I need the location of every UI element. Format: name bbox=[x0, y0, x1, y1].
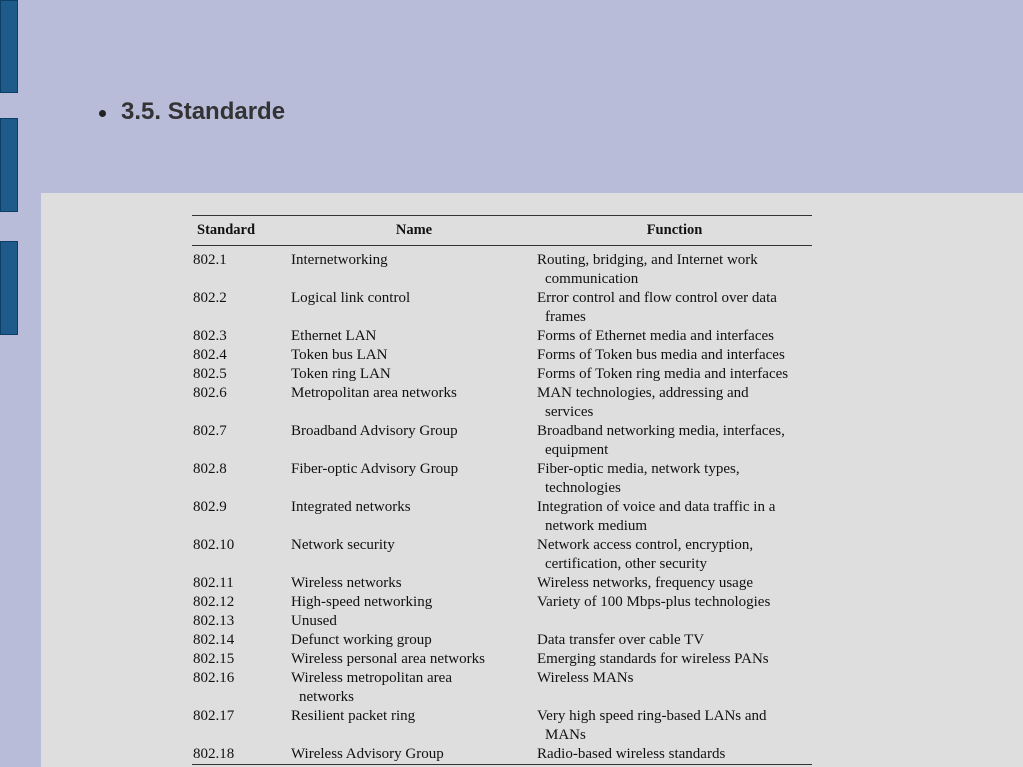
column-header-function: Function bbox=[537, 216, 812, 246]
cell-function bbox=[537, 327, 812, 346]
table-row bbox=[192, 289, 812, 327]
cell-standard: 802.14 bbox=[193, 632, 235, 648]
cell-function-line: Radio-based wireless standards bbox=[537, 746, 726, 762]
table-row bbox=[192, 498, 812, 536]
cell-function bbox=[537, 745, 812, 765]
cell-function bbox=[537, 346, 812, 365]
cell-function-line: Forms of Token ring media and interfaces bbox=[537, 366, 789, 382]
slide-title-text: 3.5. Standarde bbox=[121, 98, 286, 125]
cell-name-line: Wireless metropolitan area bbox=[291, 670, 452, 686]
cell-standard: 802.17 bbox=[193, 708, 235, 724]
cell-function-line: Error control and flow control over data bbox=[537, 290, 777, 306]
cell-name bbox=[291, 289, 537, 327]
cell-name-line: Integrated networks bbox=[291, 499, 411, 515]
cell-function-line: Emerging standards for wireless PANs bbox=[537, 651, 769, 667]
cell-name-line: Broadband Advisory Group bbox=[291, 423, 458, 439]
cell-standard: 802.12 bbox=[193, 594, 235, 610]
cell-function-line: Fiber-optic media, network types, bbox=[537, 461, 740, 477]
table-row bbox=[192, 574, 812, 593]
cell-function-line: services bbox=[545, 404, 594, 420]
table-row bbox=[192, 707, 812, 745]
cell-name bbox=[291, 650, 537, 669]
cell-function bbox=[537, 289, 812, 327]
cell-standard: 802.15 bbox=[193, 651, 235, 667]
cell-function-line: Forms of Ethernet media and interfaces bbox=[537, 328, 774, 344]
table-row bbox=[192, 536, 812, 574]
cell-function-line: MANs bbox=[545, 727, 586, 743]
cell-name-line: Unused bbox=[291, 613, 337, 629]
slide-title bbox=[99, 98, 285, 126]
cell-function bbox=[537, 422, 812, 460]
column-header-standard: Standard bbox=[192, 216, 291, 246]
cell-name-line: Wireless Advisory Group bbox=[291, 746, 444, 762]
table-row bbox=[192, 612, 812, 631]
cell-standard: 802.7 bbox=[193, 423, 227, 439]
cell-standard: 802.4 bbox=[193, 347, 227, 363]
table-row bbox=[192, 745, 812, 765]
table-row bbox=[192, 384, 812, 422]
cell-name-line: High-speed networking bbox=[291, 594, 433, 610]
cell-standard: 802.13 bbox=[193, 613, 235, 629]
cell-name bbox=[291, 422, 537, 460]
cell-name-line: Resilient packet ring bbox=[291, 708, 416, 724]
cell-standard: 802.16 bbox=[193, 670, 235, 686]
cell-name bbox=[291, 384, 537, 422]
column-header-name: Name bbox=[291, 216, 537, 246]
cell-name bbox=[291, 574, 537, 593]
cell-function-line: Network access control, encryption, bbox=[537, 537, 754, 553]
cell-function bbox=[537, 246, 812, 290]
cell-name bbox=[291, 631, 537, 650]
cell-function bbox=[537, 384, 812, 422]
cell-name bbox=[291, 460, 537, 498]
cell-standard: 802.10 bbox=[193, 537, 235, 553]
cell-function bbox=[537, 365, 812, 384]
cell-name-line: Metropolitan area networks bbox=[291, 385, 457, 401]
cell-function-line: network medium bbox=[545, 518, 648, 534]
table-header-row bbox=[192, 216, 812, 246]
cell-function bbox=[537, 669, 812, 707]
bullet-dot-icon bbox=[99, 110, 106, 117]
cell-standard: 802.6 bbox=[193, 385, 227, 401]
cell-standard: 802.11 bbox=[193, 575, 234, 591]
table-row bbox=[192, 650, 812, 669]
cell-name bbox=[291, 707, 537, 745]
cell-function-line: communication bbox=[545, 271, 639, 287]
cell-standard: 802.9 bbox=[193, 499, 227, 515]
cell-name bbox=[291, 536, 537, 574]
cell-function-line: Variety of 100 Mbps-plus technologies bbox=[537, 594, 771, 610]
cell-name bbox=[291, 593, 537, 612]
cell-name bbox=[291, 669, 537, 707]
cell-name-line: networks bbox=[299, 689, 354, 705]
cell-standard: 802.1 bbox=[193, 252, 227, 268]
cell-name bbox=[291, 327, 537, 346]
table-row bbox=[192, 346, 812, 365]
cell-name-line: Logical link control bbox=[291, 290, 411, 306]
cell-function-line: Routing, bridging, and Internet work bbox=[537, 252, 758, 268]
side-decoration-bar bbox=[0, 241, 18, 335]
cell-name bbox=[291, 246, 537, 290]
table-row bbox=[192, 422, 812, 460]
table-row bbox=[192, 246, 812, 290]
cell-function-line: MAN technologies, addressing and bbox=[537, 385, 749, 401]
cell-name-line: Wireless personal area networks bbox=[291, 651, 485, 667]
cell-function-line: Very high speed ring-based LANs and bbox=[537, 708, 767, 724]
cell-function-line: Forms of Token bus media and interfaces bbox=[537, 347, 785, 363]
side-decoration-bar bbox=[0, 118, 18, 212]
cell-function-line: technologies bbox=[545, 480, 621, 496]
cell-function-line: frames bbox=[545, 309, 586, 325]
table-row bbox=[192, 631, 812, 650]
cell-function bbox=[537, 593, 812, 612]
table-row bbox=[192, 327, 812, 346]
cell-function-line: Broadband networking media, interfaces, bbox=[537, 423, 785, 439]
cell-name-line: Internetworking bbox=[291, 252, 388, 268]
cell-name-line: Ethernet LAN bbox=[291, 328, 377, 344]
cell-standard: 802.8 bbox=[193, 461, 227, 477]
cell-name bbox=[291, 745, 537, 765]
table-row bbox=[192, 593, 812, 612]
table-body bbox=[192, 246, 812, 765]
cell-function bbox=[537, 631, 812, 650]
cell-function bbox=[537, 498, 812, 536]
cell-function-line: Integration of voice and data traffic in a bbox=[537, 499, 776, 515]
standards-table bbox=[192, 215, 812, 765]
cell-function-line: Wireless MANs bbox=[537, 670, 634, 686]
cell-function-line: certification, other security bbox=[545, 556, 708, 572]
cell-function-line: equipment bbox=[545, 442, 609, 458]
cell-name-line: Token ring LAN bbox=[291, 366, 391, 382]
cell-standard: 802.5 bbox=[193, 366, 227, 382]
cell-function-line: Wireless networks, frequency usage bbox=[537, 575, 753, 591]
cell-name bbox=[291, 365, 537, 384]
cell-name-line: Network security bbox=[291, 537, 395, 553]
cell-function bbox=[537, 574, 812, 593]
cell-name-line: Wireless networks bbox=[291, 575, 402, 591]
table-row bbox=[192, 669, 812, 707]
cell-standard: 802.3 bbox=[193, 328, 227, 344]
standards-table-image bbox=[41, 193, 1023, 767]
cell-name-line: Token bus LAN bbox=[291, 347, 388, 363]
cell-standard: 802.18 bbox=[193, 746, 235, 762]
cell-name-line: Defunct working group bbox=[291, 632, 432, 648]
cell-name-line: Fiber-optic Advisory Group bbox=[291, 461, 459, 477]
table-row bbox=[192, 365, 812, 384]
cell-standard: 802.2 bbox=[193, 290, 227, 306]
cell-function bbox=[537, 612, 812, 631]
side-decoration-bar bbox=[0, 0, 18, 93]
cell-name bbox=[291, 612, 537, 631]
cell-function bbox=[537, 536, 812, 574]
cell-function bbox=[537, 707, 812, 745]
cell-function bbox=[537, 460, 812, 498]
cell-name bbox=[291, 346, 537, 365]
cell-name bbox=[291, 498, 537, 536]
table-row bbox=[192, 460, 812, 498]
cell-function-line: Data transfer over cable TV bbox=[537, 632, 705, 648]
cell-function bbox=[537, 650, 812, 669]
